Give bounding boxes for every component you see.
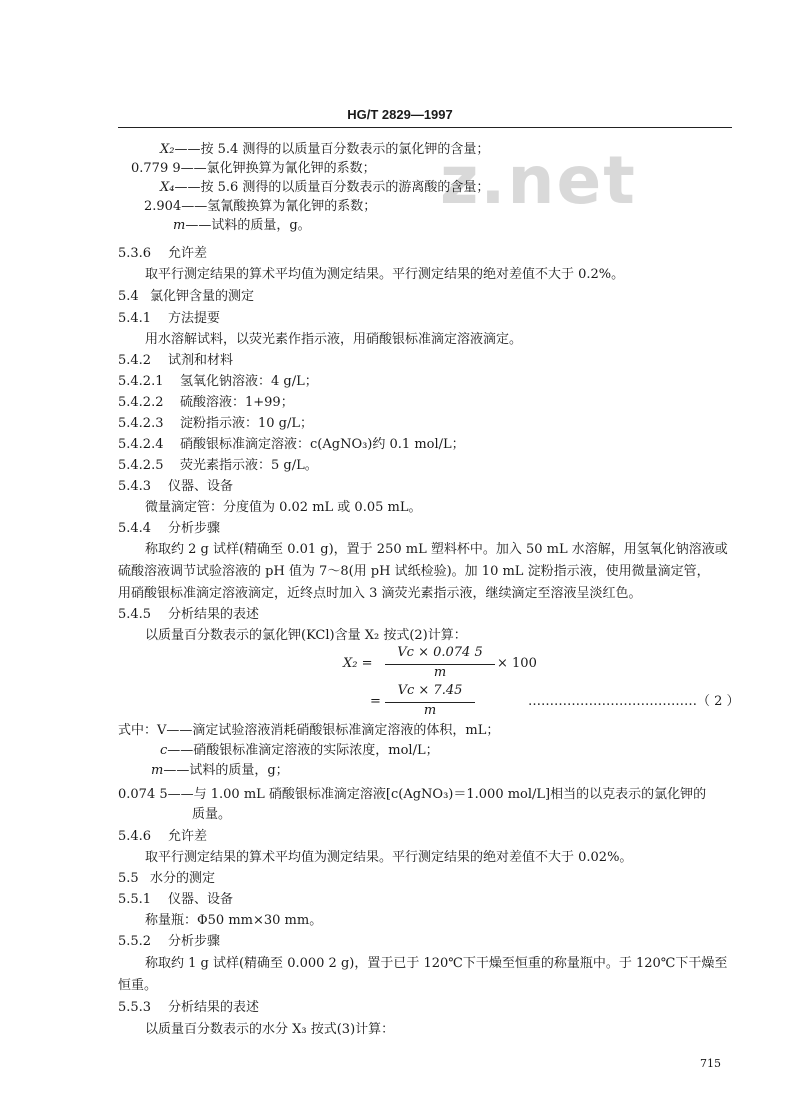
def-m-2: m——试料的质量，g； [151,763,289,778]
reagent-4-number: 5.4.2.4 [118,437,164,452]
section-5-5-2-number: 5.5.2 [118,934,152,949]
reagent-3-number: 5.4.2.3 [118,416,164,431]
def-0-7799: 0.779 9——氯化钾换算为氰化钾的系数； [131,161,376,176]
section-5-5-2-line-1: 称取约 1 g 试样(精确至 0.000 2 g)，置于已于 120℃下干燥至恒重的称量瓶中。于 120℃下干燥至 [145,956,728,971]
formula-2-times-100: × 100 [497,656,537,671]
reagent-4-text: 硝酸银标准滴定溶液：c(AgNO₃)约 0.1 mol/L； [180,437,465,452]
section-5-4-1-number: 5.4.1 [118,311,152,326]
formula-2-numerator-2: Vc × 7.45 [397,683,463,698]
section-5-4-3-body: 微量滴定管：分度值为 0.02 mL 或 0.05 mL。 [145,500,422,515]
section-5-4-number: 5.4 [118,289,139,304]
watermark: z.net [440,142,637,219]
section-5-4-4-line-1: 称取约 2 g 试样(精确至 0.01 g)，置于 250 mL 塑料杯中。加入 50 mL 水溶解，用氢氧化钠溶液或 [145,542,728,557]
section-5-3-6-title: 允许差 [168,246,208,261]
def-2-904: 2.904——氢氰酸换算为氰化钾的系数； [144,199,377,214]
formula-2-denominator-1: m [433,665,447,680]
section-5-4-4-title: 分析步骤 [168,521,221,536]
def-c: c——硝酸银标准滴定溶液的实际浓度，mol/L； [160,743,439,758]
standard-code-header: HG/T 2829—1997 [347,107,453,122]
section-5-4-4-line-2: 硫酸溶液调节试验溶液的 pH 值为 7～8(用 pH 试纸检验)。加 10 mL 淀粉指示液，使用微量滴定管， [118,564,710,579]
reagent-1-number: 5.4.2.1 [118,374,164,389]
def-x2: X₂——按 5.4 测得的以质量百分数表示的氯化钾的含量； [160,142,490,157]
reagent-1-text: 氢氧化钠溶液：4 g/L； [180,374,318,389]
def-0-0745: 0.074 5——与 1.00 mL 硝酸银标准滴定溶液[c(AgNO₃)＝1.000 mol/L]相当的以克表示的氯化钾的 [118,787,707,802]
reagent-2-text: 硫酸溶液：1+99； [180,395,294,410]
formula-2-label: …………………………………（ 2 ） [528,694,740,709]
section-5-4-6-title: 允许差 [168,829,208,844]
section-5-5-2-title: 分析步骤 [168,934,221,949]
section-5-5-2-line-2: 恒重。 [118,978,158,993]
section-5-5-1-body: 称量瓶：Φ50 mm×30 mm。 [145,913,323,928]
section-5-3-6-body: 取平行测定结果的算术平均值为测定结果。平行测定结果的绝对差值不大于 0.2%。 [145,267,625,282]
section-5-5-title: 水分的测定 [150,871,216,886]
page-number: 715 [700,1057,721,1070]
section-5-4-5-title: 分析结果的表述 [168,607,260,622]
section-5-5-3-title: 分析结果的表述 [168,1000,260,1015]
header-rule [118,127,732,128]
section-5-5-1-number: 5.5.1 [118,892,152,907]
formula-2-lhs: X₂ = [343,656,373,671]
section-5-4-4-number: 5.4.4 [118,521,152,536]
reagent-2-number: 5.4.2.2 [118,395,164,410]
section-5-4-5-number: 5.4.5 [118,607,152,622]
section-5-4-5-intro: 以质量百分数表示的氯化钾(KCl)含量 X₂ 按式(2)计算： [145,628,467,643]
section-5-4-6-body: 取平行测定结果的算术平均值为测定结果。平行测定结果的绝对差值不大于 0.02%。 [145,850,633,865]
def-x4: X₄——按 5.6 测得的以质量百分数表示的游离酸的含量； [160,180,490,195]
section-5-4-2-number: 5.4.2 [118,353,152,368]
section-5-5-3-intro: 以质量百分数表示的水分 X₃ 按式(3)计算： [145,1022,395,1037]
section-5-3-6-number: 5.3.6 [118,246,152,261]
def-m: m——试料的质量，g。 [173,218,311,233]
reagent-3-text: 淀粉指示液：10 g/L； [180,416,314,431]
def-0-0745-cont: 质量。 [192,807,232,822]
formula-2-equals: = [370,694,381,709]
section-5-4-2-title: 试剂和材料 [168,353,234,368]
reagent-5-text: 荧光素指示液：5 g/L。 [180,458,318,473]
section-5-5-1-title: 仪器、设备 [168,892,234,907]
section-5-5-number: 5.5 [118,871,139,886]
section-5-4-4-line-3: 用硝酸银标准滴定溶液滴定，近终点时加入 3 滴荧光素指示液，继续滴定至溶液呈淡红色。 [118,586,642,601]
formula-2-denominator-2: m [423,703,437,718]
section-5-4-1-title: 方法提要 [168,311,221,326]
reagent-5-number: 5.4.2.5 [118,458,164,473]
section-5-5-3-number: 5.5.3 [118,1000,152,1015]
section-5-4-3-number: 5.4.3 [118,479,152,494]
formula-2-numerator-1: Vc × 0.074 5 [397,645,483,660]
section-5-4-1-body: 用水溶解试料，以荧光素作指示液，用硝酸银标准滴定溶液滴定。 [145,332,523,347]
section-5-4-6-number: 5.4.6 [118,829,152,844]
section-5-4-title: 氯化钾含量的测定 [150,289,255,304]
section-5-4-3-title: 仪器、设备 [168,479,234,494]
def-v: 式中：V——滴定试验溶液消耗硝酸银标准滴定溶液的体积，mL； [118,723,500,738]
